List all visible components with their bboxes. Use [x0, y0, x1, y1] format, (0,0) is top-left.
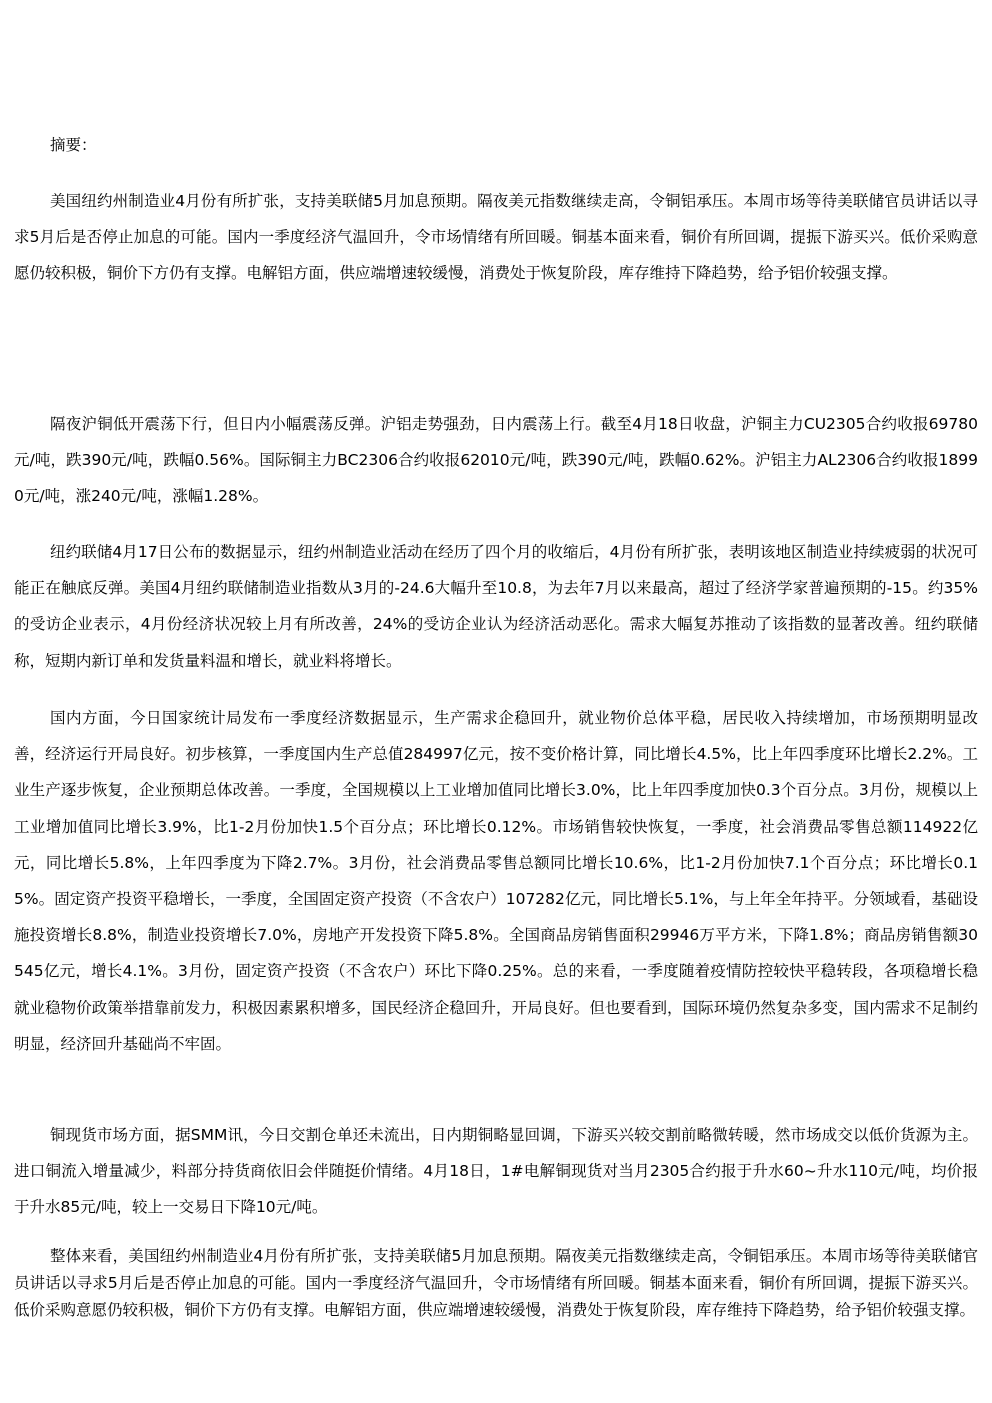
summary-paragraph: 美国纽约州制造业4月份有所扩张，支持美联储5月加息预期。隔夜美元指数继续走高，令铜铝承压。本周市场等待美联储官员讲话以寻求5月后是否停止加息的可能。国内一季度经济气温回升，令市场情绪有所回暖。铜基本面来看，铜价有所回调，提振下游买兴。低价采购意愿仍较积极，铜价下方仍有支撑。电解铝方面，供应端增速较缓慢，消费处于恢复阶段，库存维持下降趋势，给予铝价较强支撑。 — [14, 192, 978, 283]
spot-market-paragraph: 铜现货市场方面，据SMM讯，今日交割仓单还未流出，日内期铜略显回调，下游买兴较交割前略微转暖，然市场成交以低价货源为主。进口铜流入增量减少，料部分持货商依旧会伴随挺价情绪。4月18日，1#电解铜现货对当月2305合约报于升水60~升水110元/吨，均价报于升水85元/吨，较上一交易日下降10元/吨。 — [14, 1126, 978, 1217]
domestic-economy-paragraph: 国内方面，今日国家统计局发布一季度经济数据显示，生产需求企稳回升，就业物价总体平稳，居民收入持续增加，市场预期明显改善，经济运行开局良好。初步核算，一季度国内生产总值284997亿元，按不变价格计算，同比增长4.5%，比上年四季度环比增长2.2%。工业生产逐步恢复，企业预期总体改善。一季度，全国规模以上工业增加值同比增长3.0%，比上年四季度加快0.3个百分点。3月份，规模以上工业增加值同比增长3.9%，比1-2月份加快1.5个百分点；环比增长0.12%。市场销售较快恢复，一季度，社会消费品零售总额114922亿元，同比增长5.8%，上年四季度为下降2.7%。3月份，社会消费品零售总额同比增长10.6%，比1-2月份加快7.1个百分点；环比增长0.15%。固定资产投资平稳增长，一季度，全国固定资产投资（不含农户）107282亿元，同比增长5.1%，与上年全年持平。分领域看，基础设施投资增长8.8%，制造业投资增长7.0%，房地产开发投资下降5.8%。全国商品房销售面积29946万平方米，下降1.8%；商品房销售额30545亿元，增长4.1%。3月份，固定资产投资（不含农户）环比下降0.25%。总的来看，一季度随着疫情防控较快平稳转段，各项稳增长稳就业稳物价政策举措靠前发力，积极因素累积增多，国民经济企稳回升，开局良好。但也要看到，国际环境仍然复杂多变，国内需求不足制约明显，经济回升基础尚不牢固。 — [14, 709, 978, 1053]
market-close-paragraph: 隔夜沪铜低开震荡下行，但日内小幅震荡反弹。沪铝走势强劲，日内震荡上行。截至4月18日收盘，沪铜主力CU2305合约收报69780元/吨，跌390元/吨，跌幅0.56%。国际铜主力BC2306合约收报62010元/吨，跌390元/吨，跌幅0.62%。沪铝主力AL2306合约收报18990元/吨，涨240元/吨，涨幅1.28%。 — [14, 415, 978, 506]
summary-heading: 摘要： — [50, 136, 97, 154]
ny-fed-paragraph: 纽约联储4月17日公布的数据显示，纽约州制造业活动在经历了四个月的收缩后，4月份有所扩张，表明该地区制造业持续疲弱的状况可能正在触底反弹。美国4月纽约联储制造业指数从3月的-24.6大幅升至10.8，为去年7月以来最高，超过了经济学家普遍预期的-15。约35%的受访企业表示，4月份经济状况较上月有所改善，24%的受访企业认为经济活动恶化。需求大幅复苏推动了该指数的显著改善。纽约联储称，短期内新订单和发货量料温和增长，就业料将增长。 — [14, 543, 978, 670]
conclusion-paragraph: 整体来看，美国纽约州制造业4月份有所扩张，支持美联储5月加息预期。隔夜美元指数继续走高，令铜铝承压。本周市场等待美联储官员讲话以寻求5月后是否停止加息的可能。国内一季度经济气温回升，令市场情绪有所回暖。铜基本面来看，铜价有所回调，提振下游买兴。低价采购意愿仍较积极，铜价下方仍有支撑。电解铝方面，供应端增速较缓慢，消费处于恢复阶段，库存维持下降趋势，给予铝价较强支撑。 — [14, 1247, 978, 1319]
